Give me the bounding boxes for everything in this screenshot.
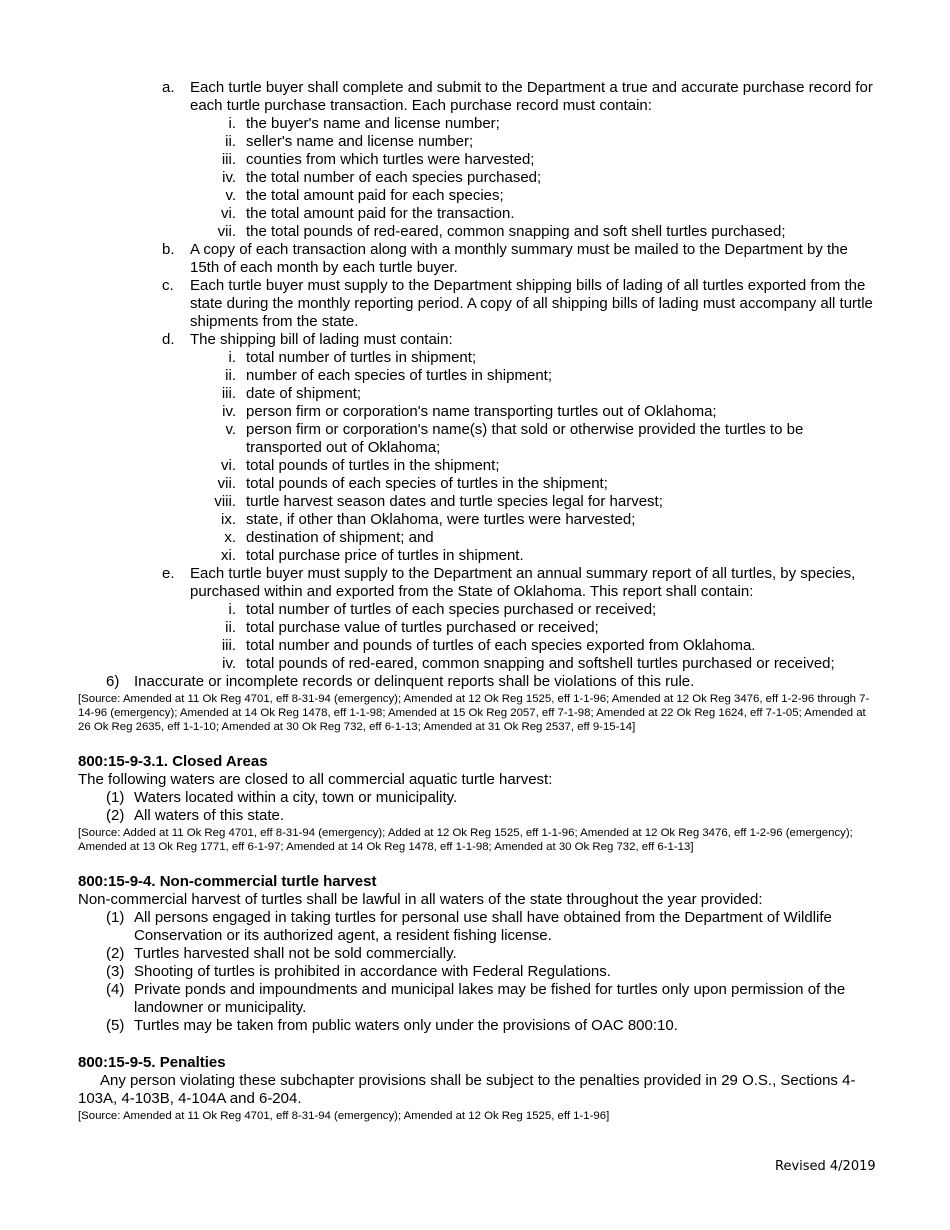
list-item-b: b. A copy of each transaction along with a monthly summary must be mailed to the Department by the 15th of each month by each turtle buyer. — [162, 241, 848, 276]
sub-item: viii. turtle harvest season dates and turtle species legal for harvest; — [214, 493, 663, 510]
section-intro: The following waters are closed to all commercial aquatic turtle harvest: — [78, 771, 553, 788]
sub-item: iii. counties from which turtles were harvested; — [221, 151, 535, 168]
list-item-d: d. The shipping bill of lading must contain: — [162, 331, 453, 348]
sub-item: xi. total purchase price of turtles in shipment. — [221, 547, 524, 564]
list-item-e: e. Each turtle buyer must supply to the Department an annual summary report of all turtles, by species, purchased within and exported from the State of Oklahoma. This report shall contain: — [162, 565, 856, 600]
numbered-item: (2) Turtles harvested shall not be sold commercially. — [106, 945, 457, 962]
sub-item: vi. the total amount paid for the transaction. — [221, 205, 515, 222]
source-citation: [Source: Added at 11 Ok Reg 4701, eff 8-31-94 (emergency); Added at 12 Ok Reg 1525, eff 1-1-96; Amended at 12 Ok Reg 3476, eff 1-2-96 (emergency); Amended at 13 Ok Reg 1771, eff 6-1-97; Amended at 14 Ok Reg 1478, eff 1-1-98; Amended at 30 Ok Reg 732, eff 6-1-13] — [78, 827, 853, 853]
sub-item: ii. total purchase value of turtles purchased or received; — [225, 619, 599, 636]
list-item-c: c. Each turtle buyer must supply to the Department shipping bills of lading of all turtles exported from the state during the monthly reporting period. A copy of all shipping bills of lading must accompany all turtle shipments from the state. — [162, 277, 873, 330]
sub-item: i. total number of turtles of each species purchased or received; — [228, 601, 657, 618]
source-citation: [Source: Amended at 11 Ok Reg 4701, eff 8-31-94 (emergency); Amended at 12 Ok Reg 1525, eff 1-1-96; Amended at 12 Ok Reg 3476, eff 1-2-96 through 7-14-96 (emergency); Amended at 14 Ok Reg 1478, eff 1-1-98; Amended at 15 Ok Reg 2057, eff 7-1-98; Amended at 22 Ok Reg 1624, eff 7-1-05; Amended at 26 Ok Reg 2635, eff 1-1-10; Amended at 30 Ok Reg 732, eff 6-1-13; Amended at 31 Ok Reg 2537, eff 9-15-14] — [78, 693, 870, 733]
sub-item: x. destination of shipment; and — [224, 529, 434, 546]
sub-item: vi. total pounds of turtles in the shipment; — [221, 457, 500, 474]
revision-footer: Revised 4/2019 — [775, 1159, 876, 1174]
sub-item: vii. the total pounds of red-eared, common snapping and soft shell turtles purchased; — [217, 223, 786, 240]
list-item-6: 6) Inaccurate or incomplete records or delinquent reports shall be violations of this rule. — [106, 673, 695, 690]
sub-item: ix. state, if other than Oklahoma, were turtles were harvested; — [221, 511, 636, 528]
numbered-item: (2) All waters of this state. — [106, 807, 285, 824]
section-heading-non-commercial: 800:15-9-4. Non-commercial turtle harvest — [78, 873, 377, 890]
section-heading-closed-areas: 800:15-9-3.1. Closed Areas — [78, 753, 268, 770]
source-citation: [Source: Amended at 11 Ok Reg 4701, eff 8-31-94 (emergency); Amended at 12 Ok Reg 1525, eff 1-1-96] — [78, 1110, 610, 1122]
numbered-item: (1) All persons engaged in taking turtles for personal use shall have obtained from the Department of Wildlife Conservation or its authorized agent, a resident fishing license. — [106, 909, 832, 944]
section-intro: Non-commercial harvest of turtles shall be lawful in all waters of the state throughout the year provided: — [78, 891, 763, 908]
sub-item: iii. total number and pounds of turtles of each species exported from Oklahoma. — [221, 637, 756, 654]
sub-item: v. the total amount paid for each species; — [225, 187, 504, 204]
section-heading-penalties: 800:15-9-5. Penalties — [78, 1054, 226, 1071]
sub-item: i. total number of turtles in shipment; — [228, 349, 477, 366]
sub-item: iv. total pounds of red-eared, common snapping and softshell turtles purchased or received; — [222, 655, 835, 672]
numbered-item: (4) Private ponds and impoundments and municipal lakes may be fished for turtles only upon permission of the landowner or municipality. — [106, 981, 846, 1016]
numbered-item: (5) Turtles may be taken from public waters only under the provisions of OAC 800:10. — [106, 1017, 678, 1034]
sub-item: iii. date of shipment; — [221, 385, 362, 402]
sub-item: vii. total pounds of each species of turtles in the shipment; — [217, 475, 608, 492]
sub-item: iv. the total number of each species purchased; — [222, 169, 542, 186]
numbered-item: (3) Shooting of turtles is prohibited in accordance with Federal Regulations. — [106, 963, 611, 980]
sub-item: v. person firm or corporation's name(s) that sold or otherwise provided the turtles to be transported out of Oklahoma; — [225, 421, 804, 456]
sub-item: i. the buyer's name and license number; — [228, 115, 500, 132]
numbered-item: (1) Waters located within a city, town or municipality. — [106, 789, 458, 806]
sub-item: iv. person firm or corporation's name transporting turtles out of Oklahoma; — [222, 403, 717, 420]
sub-item: ii. number of each species of turtles in shipment; — [225, 367, 552, 384]
document-page — [78, 79, 878, 1123]
list-item-a: a. Each turtle buyer shall complete and submit to the Department a true and accurate purchase record for each turtle purchase transaction. Each purchase record must contain: — [162, 79, 873, 114]
penalties-paragraph: Any person violating these subchapter provisions shall be subject to the penalties provided in 29 O.S., Sections 4-103A, 4-103B, 4-104A and 6-204. — [78, 1072, 856, 1107]
sub-item: ii. seller's name and license number; — [225, 133, 474, 150]
